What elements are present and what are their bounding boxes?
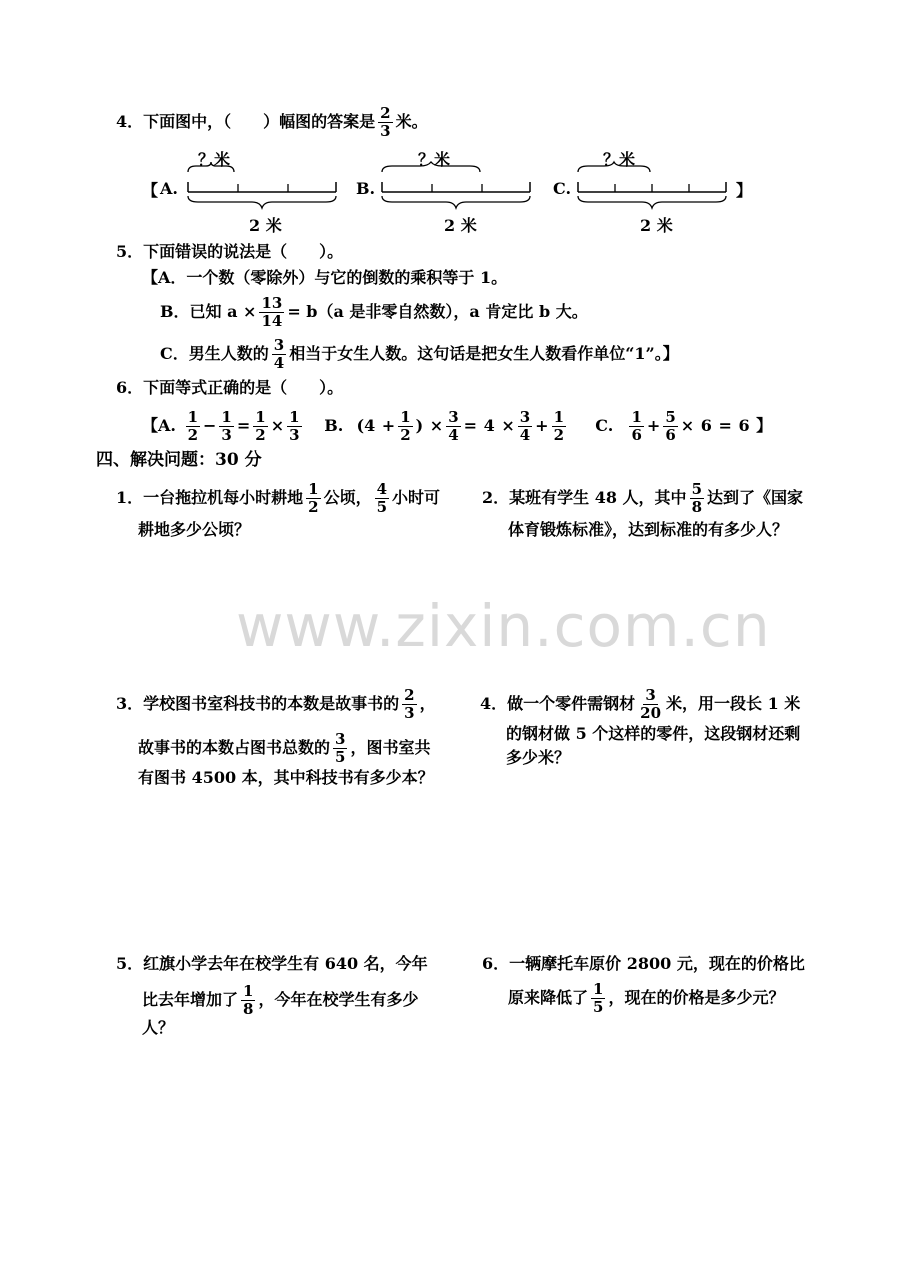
q5-b-fraction: $\frac{13}{14}$ — [261, 294, 283, 330]
q6-line — [116, 376, 343, 400]
problem-2-number: 2． — [482, 488, 510, 507]
q4-option-c-bottom-label: 2 米 — [640, 216, 673, 235]
problem-4-number: 4． — [480, 694, 508, 713]
q4-option-b-top-label: ？米 — [418, 150, 451, 169]
problem-3-line-3: 有图书 4500 本，其中科技书有多少本？ — [138, 768, 434, 787]
q4-option-b-bottom-label: 2 米 — [444, 216, 477, 235]
q6-options: 【A. $\frac{1}{2}$ − $\frac{1}{3}$ = $\frac{1}{2}$ × $\frac{1}{3}$ B. (4 + $\frac{1}{2}$ ) × $\frac{3}{4}$ = 4 × $\frac{3}{4}$ + $\frac{1}{2}$ C. $\frac{1}{6}$ + $\frac{5}{6}$ × 6 = 6 】 — [142, 408, 773, 444]
problem-2-line-1: 2．某班有学生 48 人，其中 $\frac{5}{8}$ 达到了《国家 — [482, 480, 804, 516]
q6-number: 6． — [116, 378, 144, 397]
q4-option-c-top-label: ？米 — [603, 150, 636, 169]
q4-option-a-top-label: ？米 — [198, 150, 231, 169]
q5-option-a: 【A．一个数（零除外）与它的倒数的乘积等于 1。 — [142, 268, 508, 287]
q4-open-bracket: 【 — [142, 181, 159, 200]
q5-line — [116, 240, 343, 264]
problem-6-line-1: 6．一辆摩托车原价 2800 元，现在的价格比 — [482, 954, 805, 973]
q5-text: 下面错误的说法是（ ）。 — [143, 242, 344, 261]
q4-close-bracket: 】 — [736, 181, 753, 200]
q4-option-c-diagram — [574, 158, 734, 220]
q5-option-c: C．男生人数的 $\frac{3}{4}$ 相当于女生人数。这句话是把女生人数看作单位“1”。】 — [160, 336, 679, 372]
q6-text: 下面等式正确的是（ ）。 — [143, 378, 344, 397]
q5-option-b: B．已知 a × $\frac{13}{14}$ = b（a 是非零自然数），a 肯定比 b 大。 — [160, 294, 588, 330]
problem-5-line-1: 5．红旗小学去年在校学生有 640 名，今年 — [116, 954, 428, 973]
q5-number: 5． — [116, 242, 144, 261]
watermark: www.zixin.com.cn — [236, 592, 771, 660]
problem-5-number: 5． — [116, 954, 144, 973]
q4-option-b-diagram — [378, 158, 538, 220]
q4-text: 下面图中，（ ）幅图的答案是 — [143, 112, 376, 131]
problem-1-line-2: 耕地多少公顷？ — [138, 520, 251, 539]
problem-1-line-1: 1．一台拖拉机每小时耕地 $\frac{1}{2}$ 公顷， $\frac{4}{5}$ 小时可 — [116, 480, 441, 516]
problem-4-line-3: 多少米？ — [506, 748, 571, 767]
problem-3-number: 3． — [116, 694, 144, 713]
problem-6-line-2: 原来降低了 $\frac{1}{5}$ ，现在的价格是多少元？ — [508, 980, 785, 1016]
q4-option-a-label: A. — [160, 179, 178, 198]
problem-4-line-1: 4．做一个零件需钢材 $\frac{3}{20}$ 米，用一段长 1 米 — [480, 686, 801, 722]
problem-3-line-1: 3．学校图书室科技书的本数是故事书的 $\frac{2}{3}$ ， — [116, 686, 436, 722]
q4-option-c-label: C. — [553, 179, 572, 198]
q5-c-fraction: $\frac{3}{4}$ — [273, 336, 285, 372]
q4-fraction: $\frac{2}{3}$ — [380, 104, 391, 140]
q4-number: 4． — [116, 112, 144, 131]
problem-4-line-2: 的钢材做 5 个这样的零件，这段钢材还剩 — [506, 724, 801, 743]
q4-option-a-diagram — [184, 158, 344, 220]
problem-5-line-3: 人？ — [142, 1018, 175, 1037]
q4-line: 4．下面图中，（ ）幅图的答案是 $\frac{2}{3}$ 米。 — [116, 104, 428, 140]
problem-1-number: 1． — [116, 488, 144, 507]
q4-option-b-label: B. — [356, 179, 376, 198]
problem-6-number: 6． — [482, 954, 510, 973]
section-title: 四、解决问题：30 分 — [96, 450, 262, 470]
q4-option-a-bottom-label: 2 米 — [249, 216, 282, 235]
problem-2-line-2: 体育锻炼标准》，达到标准的有多少人？ — [508, 520, 789, 539]
problem-5-line-2: 比去年增加了 $\frac{1}{8}$ ，今年在校学生有多少 — [142, 982, 419, 1018]
problem-3-line-2: 故事书的本数占图书总数的 $\frac{3}{5}$ ，图书室共 — [138, 730, 431, 766]
